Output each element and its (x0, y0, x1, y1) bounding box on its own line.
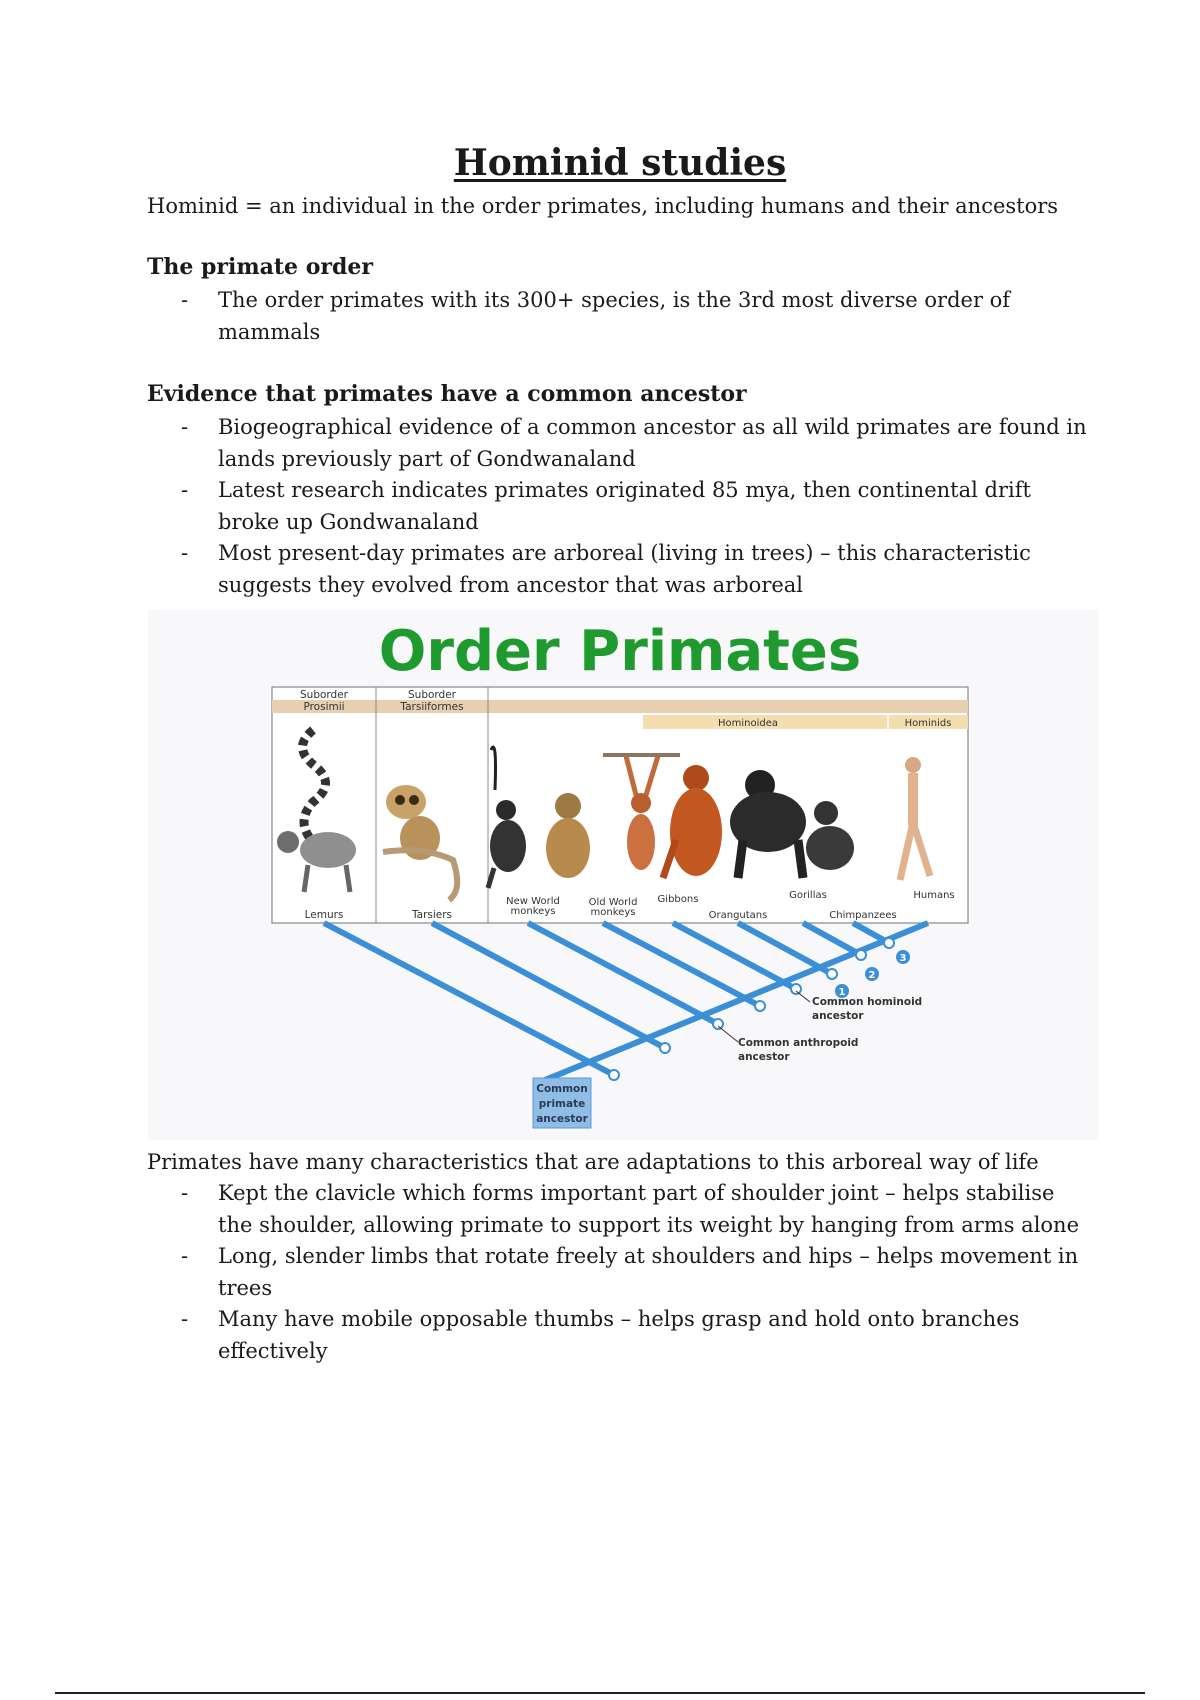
adaptations-list (0, 1178, 1098, 1367)
list-item: - Kept the clavicle which forms important part of shoulder joint – helps stabilise the shoulder, allowing primate to support its weight by hanging from arms alone (181, 1181, 1080, 1237)
list-item: - Long, slender limbs that rotate freely at shoulders and hips – helps movement in trees (181, 1244, 1079, 1300)
svg-text:ancestor: ancestor (738, 1051, 790, 1063)
page-bottom-rule (55, 1692, 1145, 1694)
svg-text:2: 2 (868, 970, 876, 981)
hominoidea-label: Hominoidea (717, 718, 779, 729)
svg-text:1: 1 (838, 987, 846, 998)
list-item: - Biogeographical evidence of a common ancestor as all wild primates are found in lands previously part of Gondwanaland (181, 415, 1087, 471)
svg-text:monkeys: monkeys (590, 907, 636, 918)
primate-order-list (0, 285, 1098, 348)
svg-text:Tarsiiformes: Tarsiiformes (400, 701, 464, 713)
svg-text:3: 3 (899, 953, 907, 964)
intro-definition: Hominid = an individual in the order primates, including humans and their ancestors (147, 194, 1059, 218)
primate-phylogeny-diagram (148, 610, 1098, 1140)
hominids-label: Hominids (904, 718, 952, 729)
svg-text:primate: primate (538, 1098, 586, 1110)
list-item: - The order primates with its 300+ species, is the 3rd most diverse order of mammals (181, 288, 1011, 344)
common-anthropoid-ancestor-label: Common anthropoid (738, 1037, 859, 1049)
taxon-label-new-world-monkeys: New World (506, 896, 560, 907)
taxon-label-old-world-monkeys: Old World (588, 897, 638, 908)
common-hominoid-ancestor-label: Common hominoid (812, 996, 923, 1008)
common-primate-ancestor-label: Common (536, 1083, 588, 1095)
svg-text:ancestor: ancestor (536, 1113, 588, 1125)
adaptations-intro: Primates have many characteristics that are adaptations to this arboreal way of life (147, 1150, 1039, 1174)
svg-text:ancestor: ancestor (812, 1010, 864, 1022)
order-primates-figure (148, 610, 1098, 1140)
taxon-label-orangutans: Orangutans (708, 910, 768, 921)
taxon-label-gibbons: Gibbons (657, 894, 699, 905)
taxon-label-lemurs: Lemurs (304, 909, 344, 921)
evidence-list (0, 412, 1098, 601)
suborder-prosimii-label: Suborder (300, 689, 348, 701)
list-item: - Most present-day primates are arboreal (living in trees) – this characteristic suggests they evolved from ancestor that was arboreal (181, 541, 1031, 597)
taxon-label-tarsiers: Tarsiers (411, 909, 453, 921)
section-heading-evidence: Evidence that primates have a common ancestor (147, 381, 747, 407)
figure-title: Order Primates (378, 619, 862, 684)
list-item: - Latest research indicates primates originated 85 mya, then continental drift broke up Gondwanaland (181, 478, 1031, 534)
list-item: - Many have mobile opposable thumbs – helps grasp and hold onto branches effectively (181, 1307, 1020, 1363)
taxon-label-humans: Humans (913, 890, 955, 901)
page-title: Hominid studies (453, 142, 787, 184)
suborder-tarsiiformes-label: Suborder (408, 689, 456, 701)
svg-text:Prosimii: Prosimii (303, 701, 345, 713)
section-heading-primate-order: The primate order (147, 254, 373, 280)
taxon-label-gorillas: Gorillas (789, 890, 827, 901)
svg-text:monkeys: monkeys (510, 906, 556, 917)
taxon-label-chimpanzees: Chimpanzees (829, 910, 897, 921)
